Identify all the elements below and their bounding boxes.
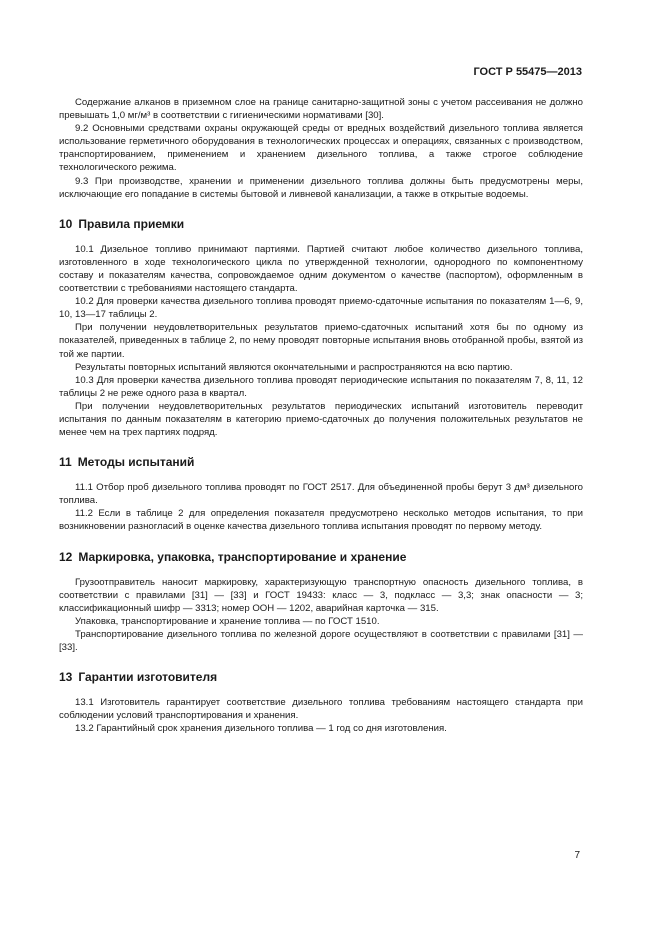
paragraph: При получении неудовлетворительных результатов периодических испытаний изготовитель переводит испытания по данным показателям в категорию приемо-сдаточных до получения положительных результатов не менее чем на трех партиях подряд. — [59, 400, 583, 439]
section-10 — [59, 217, 583, 439]
document-id: ГОСТ Р 55475—2013 — [473, 66, 582, 78]
paragraph: 13.1 Изготовитель гарантирует соответствие дизельного топлива требованиям настоящего стандарта при соблюдении условий транспортирования и хранения. — [59, 697, 583, 722]
paragraph: При получении неудовлетворительных результатов приемо-сдаточных испытаний хотя бы по одному из показателей, приведенных в таблице 2, по нему проводят повторные испытания вновь отобранной пробы, взятой из той же партии. — [59, 322, 583, 360]
section-title: Методы испытаний — [77, 455, 195, 470]
section-title: Гарантии изготовителя — [78, 670, 218, 685]
section-title: Маркировка, упаковка, транспортирование и хранение — [78, 549, 407, 564]
section-number: 10 — [59, 216, 73, 231]
section-heading — [59, 217, 583, 231]
paragraph: 11.1 Отбор проб дизельного топлива проводят по ГОСТ 2517. Для объединенной пробы берут 3 дм³ дизельного топлива. — [59, 482, 583, 507]
section-number: 11 — [59, 455, 72, 470]
section-12 — [59, 550, 583, 655]
paragraph: 10.3 Для проверки качества дизельного топлива проводят периодические испытания по показателям 7, 8, 11, 12 таблицы 2 не реже одного раза в квартал. — [59, 374, 583, 399]
paragraph: 9.3 При производстве, хранении и применении дизельного топлива должны быть предусмотрены меры, исключающие его попадание в системы бытовой и ливневой канализации, а также в открытые водоемы. — [59, 175, 583, 200]
section-number: 12 — [59, 549, 73, 564]
paragraph: 10.1 Дизельное топливо принимают партиями. Партией считают любое количество дизельного топлива, изготовленного в ходе технологического цикла по утвержденной технологии, однородного по компонентному составу и показателям качества, сопровождаемое одним документом о качестве (паспортом), оформленным в соответствии с требованиями настоящего стандарта. — [59, 243, 583, 295]
page-content — [59, 96, 583, 735]
paragraph: 9.2 Основными средствами охраны окружающей среды от вредных воздействий дизельного топлива является использование герметичного оборудования в технологических процессах и операциях, связанных с производством, транспортированием, применением и хранением дизельного топлива, а также строгое соблюдение технологического режима. — [59, 123, 583, 174]
paragraph: Упаковка, транспортирование и хранение топлива — по ГОСТ 1510. — [75, 615, 380, 627]
section-number: 13 — [59, 670, 73, 685]
section-heading — [59, 550, 583, 564]
paragraph: Содержание алканов в приземном слое на границе санитарно-защитной зоны с учетом рассеивания не должно превышать 1,0 мг/м³ в соответствии с гигиеническими нормативами [30]. — [59, 97, 583, 122]
section-heading — [59, 670, 583, 684]
paragraph: 10.2 Для проверки качества дизельного топлива проводят приемо-сдаточные испытания по показателям 1—6, 9, 10, 13—17 таблицы 2. — [59, 296, 583, 321]
section-heading — [59, 455, 583, 469]
paragraph: Грузоотправитель наносит маркировку, характеризующую транспортную опасность дизельного топлива, в соответствии с правилами [31] — [33] и ГОСТ 19433: класс — 3, подкласс — 3,3; знак опасности — 3; классификационный шифр — 3313; номер ООН — 1202, аварийная карточка — 315. — [59, 576, 583, 614]
paragraph: Транспортирование дизельного топлива по железной дороге осуществляют в соответствии с правилами [31] —[33]. — [59, 628, 583, 653]
page-number: 7 — [574, 850, 580, 861]
paragraph: 13.2 Гарантийный срок хранения дизельного топлива — 1 год со дня изготовления. — [75, 723, 447, 735]
section-11 — [59, 455, 583, 533]
section-title: Правила приемки — [78, 216, 185, 231]
section-13 — [59, 670, 583, 735]
paragraph: Результаты повторных испытаний являются окончательными и распространяются на всю партию. — [75, 361, 513, 373]
section-9-continuation — [59, 96, 583, 201]
paragraph: 11.2 Если в таблице 2 для определения показателя предусмотрено несколько методов испытания, то при возникновении разногласий в оценке качества дизельного топлива испытания проводят по первому методу. — [59, 508, 583, 533]
